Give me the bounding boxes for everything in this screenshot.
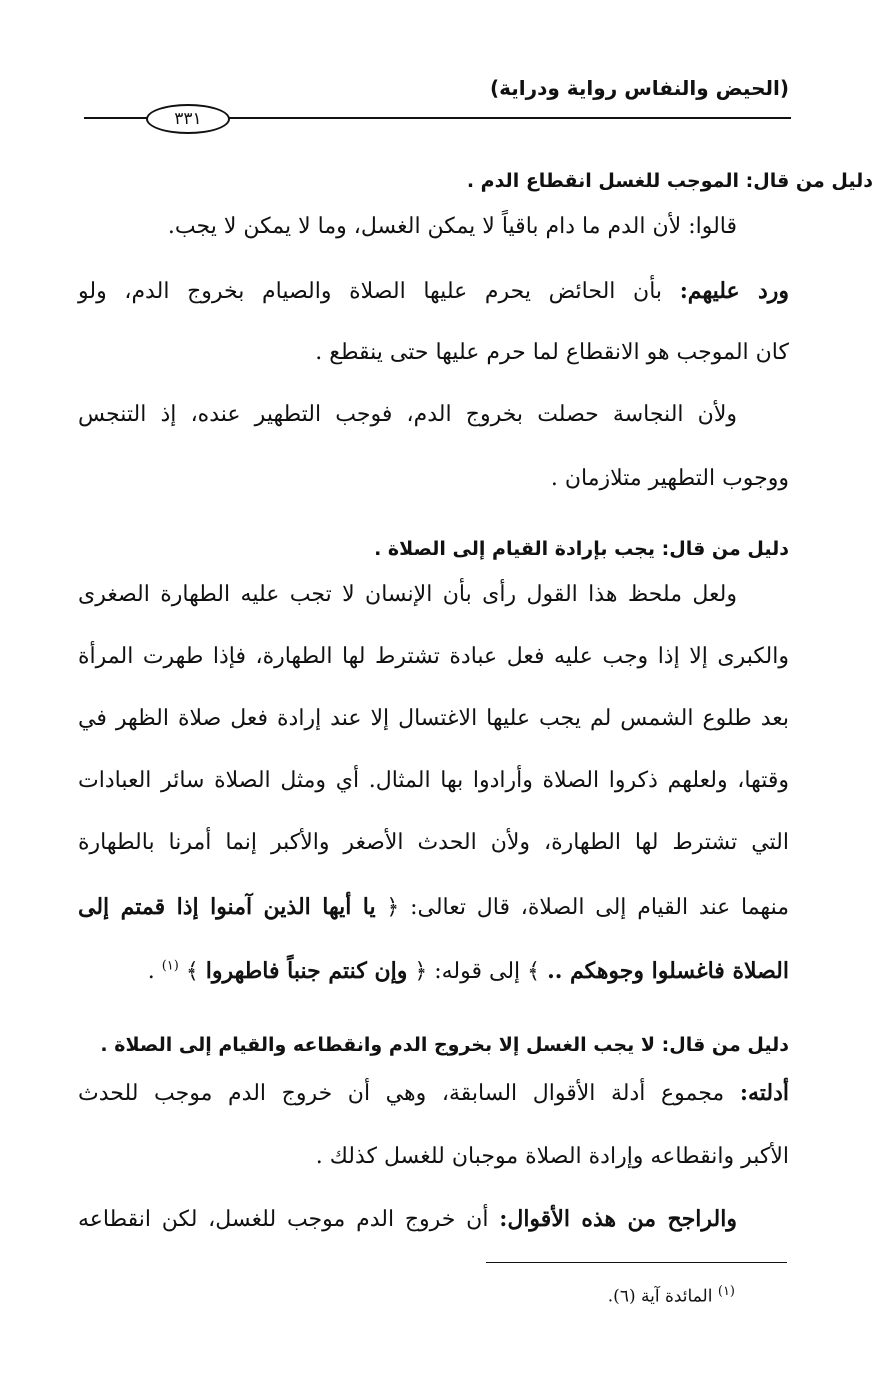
- paragraph-line: التي تشترط لها الطهارة، ولأن الحدث الأصغر والأكبر إنما أمرنا بالطهارة: [78, 830, 789, 855]
- objection-text: بأن الحائض يحرم عليها الصلاة والصيام بخروج الدم، ولو: [78, 279, 663, 304]
- heading-text: لا يجب الغسل إلا بخروج الدم وانقطاعه والقيام إلى الصلاة .: [100, 1034, 656, 1056]
- footnote: [608, 1284, 735, 1307]
- paragraph-line: بعد طلوع الشمس لم يجب عليها الاغتسال إلا عند إرادة فعل صلاة الظهر في: [78, 706, 789, 731]
- paragraph-line: قالوا: لأن الدم ما دام باقياً لا يمكن الغسل، وما لا يمكن لا يجب.: [167, 214, 737, 239]
- page-number: ٣٣١: [146, 104, 230, 134]
- paragraph-line: والكبرى إلا إذا وجب عليه فعل عبادة تشترط لها الطهارة، فإذا طهرت المرأة: [78, 644, 789, 669]
- evidence-label: أدلته:: [739, 1080, 789, 1106]
- paragraph-line: [78, 278, 789, 304]
- footnote-text: المائدة آية (٦).: [607, 1286, 713, 1307]
- preferred-label: والراجح من هذه الأقوال:: [499, 1206, 737, 1232]
- paragraph-line: [78, 1206, 737, 1232]
- paragraph-line: كان الموجب هو الانقطاع لما حرم عليها حتى ينقطع .: [315, 340, 789, 365]
- text-plain: .: [147, 959, 155, 984]
- heading-text: الموجب للغسل انقطاع الدم .: [466, 170, 740, 192]
- objection-label: ورد عليهم:: [679, 278, 789, 304]
- text-plain: ﴾ إلى قوله: ﴿: [414, 959, 541, 984]
- preferred-text: أن خروج الدم موجب للغسل، لكن انقطاعه: [78, 1207, 489, 1232]
- paragraph-line: [78, 1080, 789, 1106]
- text-plain: منهما عند القيام إلى الصلاة، قال تعالى: ﴿: [386, 895, 789, 920]
- section-heading-2: [78, 538, 789, 560]
- section-heading-1: [0, 170, 873, 192]
- text-plain: ﴾: [185, 959, 199, 984]
- section-heading-3: [78, 1034, 789, 1056]
- paragraph-line: الأكبر وانقطاعه وإرادة الصلاة موجبان للغسل كذلك .: [315, 1144, 789, 1169]
- paragraph-line: وقتها، ولعلهم ذكروا الصلاة وأرادوا بها المثال. أي ومثل الصلاة سائر العبادات: [78, 768, 789, 793]
- paragraph-line: ولأن النجاسة حصلت بخروج الدم، فوجب التطهير عنده، إذ التنجس: [78, 402, 737, 427]
- paragraph-line: [78, 894, 789, 920]
- footnote-marker: (١): [717, 1284, 735, 1299]
- heading-label: دليل من قال:: [661, 538, 789, 560]
- quran-quote: يا أيها الذين آمنوا إذا قمتم إلى: [78, 894, 376, 920]
- footnote-rule: [486, 1262, 787, 1263]
- quran-quote: الصلاة فاغسلوا وجوهكم ..: [547, 958, 789, 984]
- running-header-title: (الحيض والنفاس رواية ودراية): [489, 76, 789, 100]
- heading-text: يجب بإرادة القيام إلى الصلاة .: [374, 538, 656, 560]
- evidence-text: مجموع أدلة الأقوال السابقة، وهي أن خروج الدم موجب للحدث: [78, 1081, 725, 1106]
- heading-label: دليل من قال:: [661, 1034, 789, 1056]
- paragraph-line: [78, 958, 789, 984]
- paragraph-line: ووجوب التطهير متلازمان .: [550, 466, 789, 491]
- paragraph-line: ولعل ملحظ هذا القول رأى بأن الإنسان لا تجب عليه الطهارة الصغرى: [78, 582, 737, 607]
- heading-label: دليل من قال:: [745, 170, 873, 192]
- quran-quote: وإن كنتم جنباً فاطهروا: [205, 958, 408, 984]
- footnote-ref[interactable]: (١): [161, 958, 179, 974]
